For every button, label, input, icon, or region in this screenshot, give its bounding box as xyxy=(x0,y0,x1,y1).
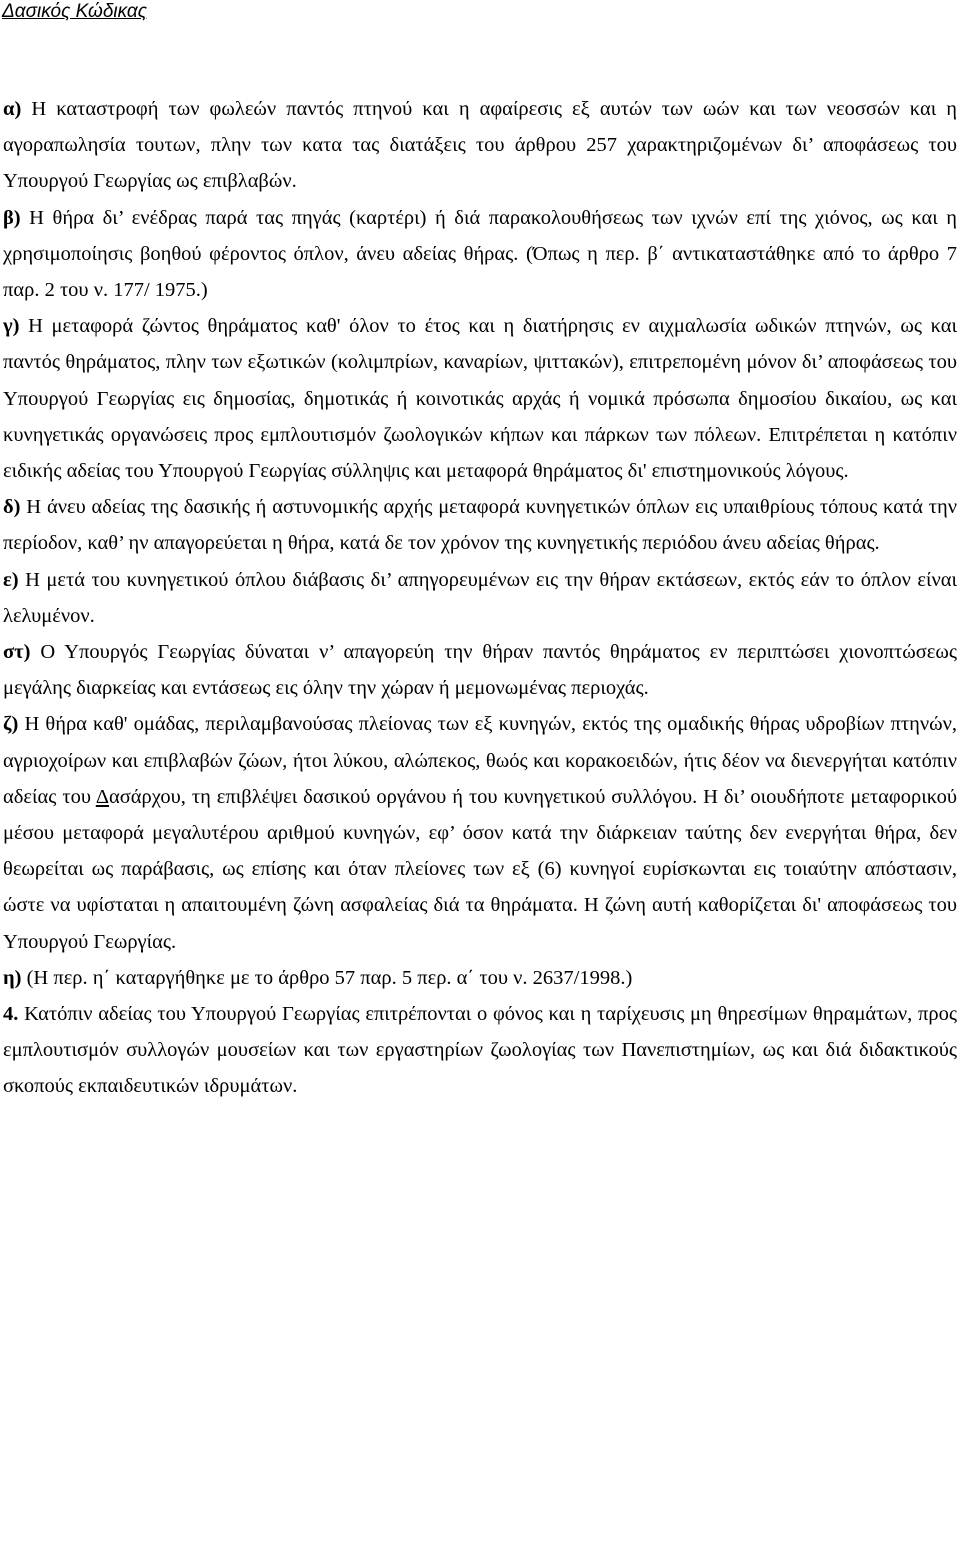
paragraph-eta xyxy=(3,960,957,996)
paragraph-alpha xyxy=(3,91,957,200)
paragraph-label: α) xyxy=(3,98,22,120)
paragraph-beta xyxy=(3,200,957,309)
paragraph-text-continued: ασάρχου, τη επιβλέψει δασικού οργάνου ή του κυνηγετικού συλλόγου. Η δι’ οιουδήποτε μεταφορικού μέσου μεταφορά μεγαλυτέρου αριθμού κυνηγών, εφ’ όσον κατά την διάρκειαν ταύτης δεν ενεργήται θήρα, δεν θεωρείται ως παράβασις, ως επίσης και όταν πλείονες των εξ (6) κυνηγοί ευρίσκωνται εις τοιαύτην απόστασιν, ώστε να υφίσταται η απαιτουμένη ζώνη ασφαλείας διά τα θηράματα. Η ζώνη αυτή καθορίζεται δι' αποφάσεως του Υπουργού Γεωργίας. xyxy=(3,785,957,953)
paragraph-label: 4. xyxy=(3,1003,19,1026)
paragraph-delta xyxy=(3,489,957,561)
paragraph-epsilon xyxy=(3,562,957,634)
paragraph-text: Ο Υπουργός Γεωργίας δύναται ν’ απαγορεύη την θήραν παντός θηράματος εν περιπτώσει χιονοπτώσεως μεγάλης διαρκείας και εντάσεως εις όλην την χώραν ή μεμονωμένας περιοχάς. xyxy=(3,641,957,700)
paragraph-gamma xyxy=(3,308,957,489)
paragraph-label: ζ) xyxy=(3,713,19,736)
paragraph-text: Η θήρα καθ' ομάδας, περιλαμβανούσας πλείονας των εξ κυνηγών, εκτός της ομαδικής θήρας υδροβίων πτηνών, αγριοχοίρων και επιβλαβών ζώων, ήτοι λύκου, αλώπεκος, θωός και κορακοειδών, ήτις δέον να διενεργήται κατόπιν αδείας του xyxy=(3,713,957,808)
document-body xyxy=(3,91,957,1105)
paragraph-text: Η μεταφορά ζώντος θηράματος καθ' όλον το έτος και η διατήρησις εν αιχμαλωσία ωδικών πτηνών, ως και παντός θηράματος, πλην των εξωτικών (κολιμπρίων, καναρίων, ψιττακών), επιτρεπομένη μόνον δι’ αποφάσεως του Υπουργού Γεωργίας εις δημοσίας, δημοτικάς ή κοινοτικάς αρχάς ή νομικά πρόσωπα δημοσίου δικαίου, ως και κυνηγετικάς οργανώσεις προς εμπλουτισμόν ζωολογικών κήπων και πάρκων των πόλεων. Επιτρέπεται η κατόπιν ειδικής αδείας του Υπουργού Γεωργίας σύλληψις και μεταφορά θηράματος δι' επιστημονικούς λόγους. xyxy=(3,315,957,483)
paragraph-text: Η καταστροφή των φωλεών παντός πτηνού και η αφαίρεσις εξ αυτών των ωών και των νεοσσών και η αγοραπωλησία τουτων, πλην των κατα τας διατάξεις του άρθρου 257 χαρακτηριζομένων δι’ αποφάσεως του Υπουργού Γεωργίας ως επιβλαβών. xyxy=(3,98,957,193)
paragraph-text: Η μετά του κυνηγετικού όπλου διάβασις δι’ απηγορευμένων εις την θήραν εκτάσεων, εκτός εάν το όπλον είναι λελυμένον. xyxy=(3,568,957,627)
paragraph-zeta xyxy=(3,706,957,959)
document-header: Δασικός Κώδικας xyxy=(2,1,147,22)
paragraph-label: γ) xyxy=(3,315,20,338)
paragraph-st xyxy=(3,634,957,706)
paragraph-text: (Η περ. η΄ καταργήθηκε με το άρθρο 57 παρ. 5 περ. α΄ του ν. 2637/1998.) xyxy=(21,966,633,989)
paragraph-label: η) xyxy=(3,966,22,989)
paragraph-text: Η θήρα δι’ ενέδρας παρά τας πηγάς (καρτέρι) ή διά παρακολουθήσεως των ιχνών επί της χιόνος, ως και η χρησιμοποίησις βοηθού φέροντος όπλον, άνευ αδείας θήρας. (Όπως η περ. β΄ αντικαταστάθηκε από το άρθρο 7 παρ. 2 του ν. 177/ 1975.) xyxy=(3,206,957,302)
paragraph-label: β) xyxy=(3,206,21,229)
paragraph-text: Κατόπιν αδείας του Υπουργού Γεωργίας επιτρέπονται ο φόνος και η ταρίχευσις μη θηρεσίμων θηραμάτων, προς εμπλουτισμόν συλλογών μουσείων και των εργαστηρίων ζωολογίας των Πανεπιστημίων, ως και διά διδακτικούς σκοπούς εκπαιδευτικών ιδρυμάτων. xyxy=(3,1003,957,1098)
paragraph-four xyxy=(3,996,957,1105)
paragraph-label: ε) xyxy=(3,568,19,591)
paragraph-label: δ) xyxy=(3,496,21,519)
paragraph-label: στ) xyxy=(3,641,31,664)
paragraph-text: Η άνευ αδείας της δασικής ή αστυνομικής αρχής μεταφορά κυνηγετικών όπλων εις υπαιθρίους τόπους κατά την περίοδον, καθ’ ην απαγορεύεται η θήρα, κατά δε τον χρόνον της κυνηγετικής περιόδου άνευ αδείας θήρας. xyxy=(3,496,957,555)
underlined-letter: Δ xyxy=(95,785,109,808)
